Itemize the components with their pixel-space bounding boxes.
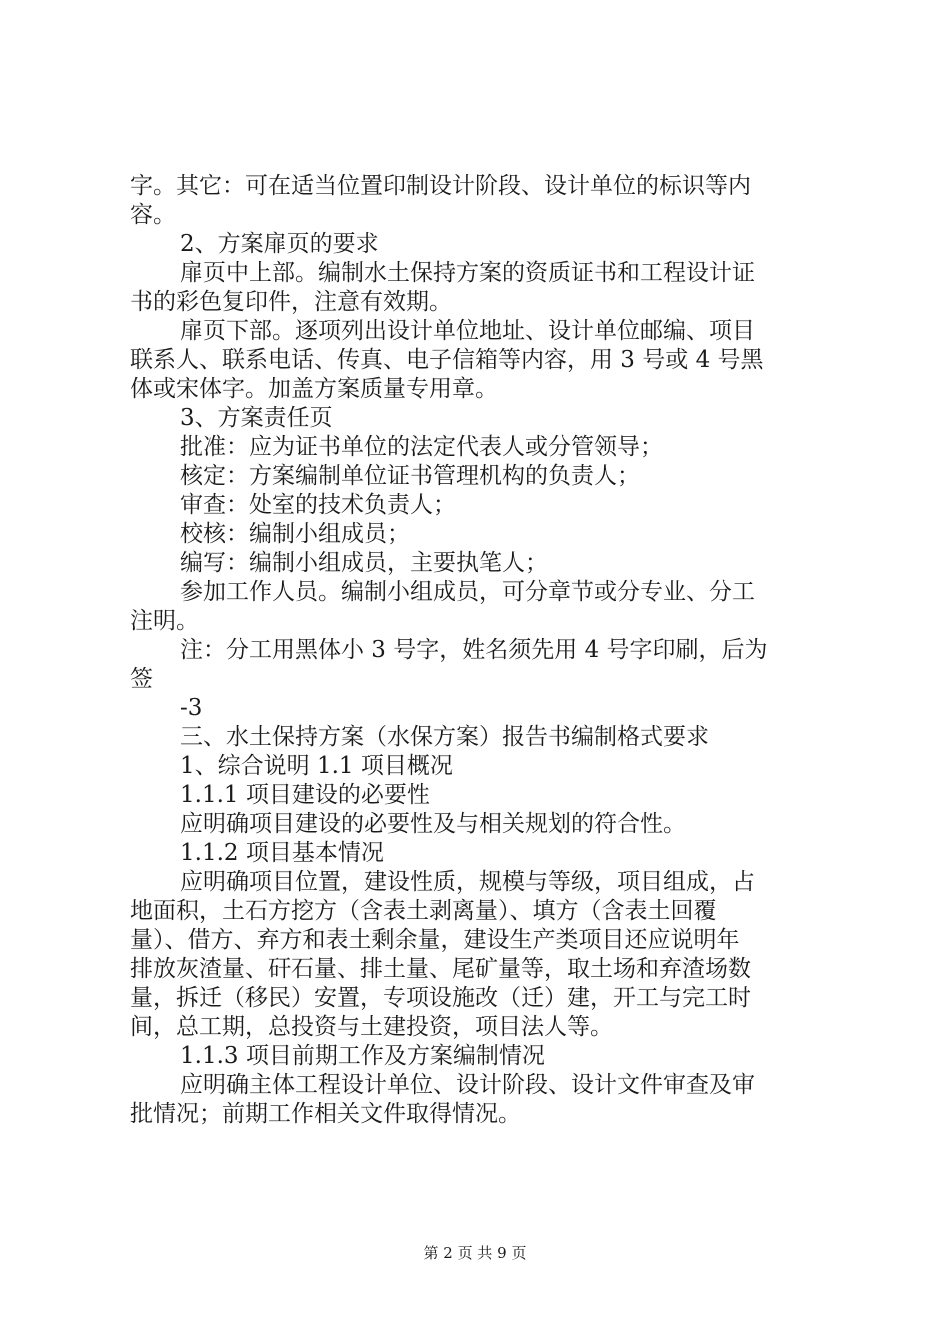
document-body [130, 172, 830, 1129]
text-line: 注明。 [130, 608, 199, 634]
text-line: 扉页下部。逐项列出设计单位地址、设计单位邮编、项目 [180, 318, 755, 344]
text-line: 量）、借方、弃方和表土剩余量，建设生产类项目还应说明年 [130, 927, 740, 953]
text-line: 扉页中上部。编制水土保持方案的资质证书和工程设计证 [180, 260, 755, 286]
text-line: -3 [180, 695, 203, 721]
text-line: 签 [130, 666, 153, 692]
text-line: 校核：编制小组成员； [180, 521, 410, 547]
text-line: 地面积，土石方挖方（含表土剥离量）、填方（含表土回覆 [130, 898, 717, 924]
text-line: 容。 [130, 202, 176, 228]
text-line: 书的彩色复印件，注意有效期。 [130, 289, 452, 315]
text-line: 1、综合说明 1.1 项目概况 [180, 753, 453, 779]
text-line: 量，拆迁（移民）安置，专项设施改（迁）建，开工与完工时 [130, 985, 751, 1011]
text-line: 应明确主体工程设计单位、设计阶段、设计文件审查及审 [180, 1072, 755, 1098]
text-line: 应明确项目位置，建设性质，规模与等级，项目组成，占 [180, 869, 755, 895]
text-line: 间，总工期，总投资与土建投资，项目法人等。 [130, 1014, 613, 1040]
text-line: 三、水土保持方案（水保方案）报告书编制格式要求 [180, 724, 709, 750]
text-line: 批情况；前期工作相关文件取得情况。 [130, 1101, 521, 1127]
text-line: 3、方案责任页 [180, 405, 333, 431]
text-line: 1.1.2 项目基本情况 [180, 840, 384, 866]
text-line: 编写：编制小组成员，主要执笔人； [180, 550, 548, 576]
text-line: 批准：应为证书单位的法定代表人或分管领导； [180, 434, 663, 460]
text-line: 字。其它：可在适当位置印制设计阶段、设计单位的标识等内 [130, 173, 751, 199]
text-line: 1.1.3 项目前期工作及方案编制情况 [180, 1043, 545, 1069]
text-line: 联系人、联系电话、传真、电子信箱等内容，用 3 号或 4 号黑 [130, 347, 764, 373]
page-footer: 第 2 页 共 9 页 [423, 1244, 527, 1262]
text-line: 1.1.1 项目建设的必要性 [180, 782, 430, 808]
text-line: 审查：处室的技术负责人； [180, 492, 456, 518]
text-line: 体或宋体字。加盖方案质量专用章。 [130, 376, 498, 402]
text-line: 注：分工用黑体小 3 号字，姓名须先用 4 号字印刷，后为 [180, 637, 768, 663]
text-line: 应明确项目建设的必要性及与相关规划的符合性。 [180, 811, 686, 837]
text-line: 排放灰渣量、矸石量、排土量、尾矿量等，取土场和弃渣场数 [130, 956, 751, 982]
text-line: 2、方案扉页的要求 [180, 231, 379, 257]
text-line: 核定：方案编制单位证书管理机构的负责人； [180, 463, 640, 489]
text-line: 参加工作人员。编制小组成员，可分章节或分专业、分工 [180, 579, 755, 605]
